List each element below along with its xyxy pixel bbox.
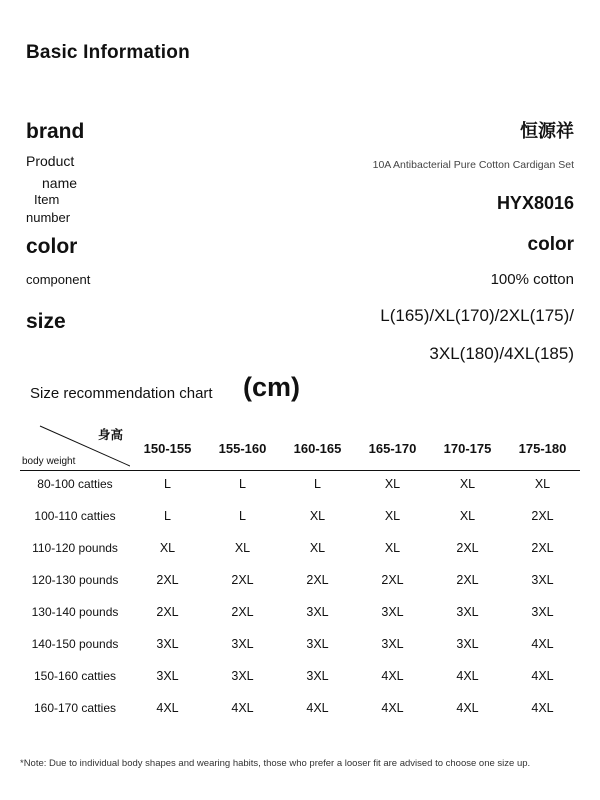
spec-value-component: 100% cotton (490, 271, 574, 288)
table-row-header: 150-160 catties (33, 669, 117, 683)
size-chart-unit: (cm) (243, 372, 301, 402)
table-cell: XL (384, 477, 401, 491)
table-cell: XL (309, 541, 326, 555)
table-cell: 3XL (306, 605, 329, 619)
table-corner-weight-label: body weight (22, 456, 76, 467)
table-cell: 4XL (381, 701, 404, 715)
table-cell: 3XL (456, 637, 479, 651)
table-cell: 4XL (456, 669, 479, 683)
table-row-header: 120-130 pounds (31, 573, 119, 587)
table-cell: 2XL (156, 573, 179, 587)
table-cell: 3XL (231, 669, 254, 683)
table-cell: 3XL (456, 605, 479, 619)
table-row (20, 692, 580, 724)
spec-label-item-2: number (26, 210, 71, 225)
table-row (20, 532, 580, 564)
table-cell: 2XL (231, 573, 254, 587)
table-col-header: 150-155 (143, 441, 192, 456)
table-cell: XL (384, 541, 401, 555)
table-col-header: 155-160 (218, 441, 267, 456)
spec-label-color: color (26, 235, 78, 258)
table-body (20, 468, 580, 724)
table-row-header: 110-120 pounds (32, 541, 118, 555)
table-cell: 4XL (456, 701, 479, 715)
table-cell: 3XL (531, 605, 554, 619)
table-cell: 2XL (531, 541, 554, 555)
table-header-row (20, 424, 580, 468)
table-cell: 4XL (531, 669, 554, 683)
table-cell: 3XL (156, 669, 179, 683)
table-header (20, 424, 580, 468)
size-recommendation-table (20, 424, 580, 724)
table-cell: L (314, 477, 321, 491)
table-row (20, 628, 580, 660)
table-cell: 3XL (231, 637, 254, 651)
table-cell: 3XL (306, 637, 329, 651)
table-col-header: 175-180 (518, 441, 567, 456)
table-cell: 3XL (306, 669, 329, 683)
spec-label-size: size (26, 310, 66, 333)
table-cell: 3XL (381, 637, 404, 651)
table-corner-height-label: 身高 (97, 428, 123, 442)
table-cell: 4XL (306, 701, 329, 715)
table-cell: 4XL (531, 701, 554, 715)
table-cell: 2XL (456, 573, 479, 587)
size-chart-table-wrap (20, 424, 580, 724)
spec-label-product: Product (26, 153, 75, 169)
table-cell: 2XL (306, 573, 329, 587)
spec-label-brand: brand (26, 120, 85, 143)
table-cell: 2XL (156, 605, 179, 619)
table-cell: 4XL (231, 701, 254, 715)
table-cell: XL (459, 509, 476, 523)
table-col-header: 160-165 (293, 441, 342, 456)
spec-label-item: Item (34, 192, 60, 207)
table-row (20, 468, 580, 500)
spec-value-product-name: 10A Antibacterial Pure Cotton Cardigan Set (372, 159, 574, 171)
spec-value-size-line2: 3XL(180)/4XL(185) (429, 344, 574, 363)
page-title: Basic Information (26, 42, 190, 63)
table-cell: 4XL (381, 669, 404, 683)
table-row-header: 140-150 pounds (31, 637, 119, 651)
table-cell: 4XL (531, 637, 554, 651)
spec-value-color: color (527, 234, 574, 255)
table-row (20, 660, 580, 692)
table-row-header: 130-140 pounds (31, 605, 119, 619)
table-cell: L (239, 509, 246, 523)
spec-label-component: component (26, 272, 91, 287)
table-cell: 4XL (156, 701, 179, 715)
table-cell: XL (459, 477, 476, 491)
table-cell: L (164, 509, 171, 523)
spec-label-product-2: name (42, 175, 78, 191)
table-cell: 2XL (531, 509, 554, 523)
table-cell: XL (309, 509, 326, 523)
table-row-header: 100-110 catties (34, 509, 116, 523)
table-cell: 2XL (381, 573, 404, 587)
table-col-header: 170-175 (443, 441, 492, 456)
table-cell: XL (384, 509, 401, 523)
table-row-header: 80-100 catties (37, 477, 113, 491)
size-chart-heading: Size recommendation chart (30, 385, 213, 402)
spec-value-brand: 恒源祥 (520, 121, 574, 141)
table-row (20, 564, 580, 596)
table-cell: 3XL (156, 637, 179, 651)
table-cell: 2XL (231, 605, 254, 619)
table-row-header: 160-170 catties (33, 701, 117, 715)
table-cell: 3XL (531, 573, 554, 587)
table-corner-cell (20, 424, 130, 468)
table-cell: 3XL (381, 605, 404, 619)
table-cell: 2XL (456, 541, 479, 555)
size-chart-footnote: *Note: Due to individual body shapes and wearing habits, those who prefer a looser fit are advised to choose one size up. (20, 758, 531, 769)
spec-value-item-number: HYX8016 (496, 193, 574, 213)
table-header-rule (20, 470, 580, 471)
table-row (20, 500, 580, 532)
table-cell: L (239, 477, 246, 491)
table-cell: XL (234, 541, 251, 555)
table-col-header: 165-170 (368, 441, 417, 456)
table-row (20, 596, 580, 628)
table-cell: XL (159, 541, 176, 555)
table-cell: L (164, 477, 171, 491)
table-cell: XL (534, 477, 551, 491)
spec-value-size-line1: L(165)/XL(170)/2XL(175)/ (380, 306, 574, 325)
